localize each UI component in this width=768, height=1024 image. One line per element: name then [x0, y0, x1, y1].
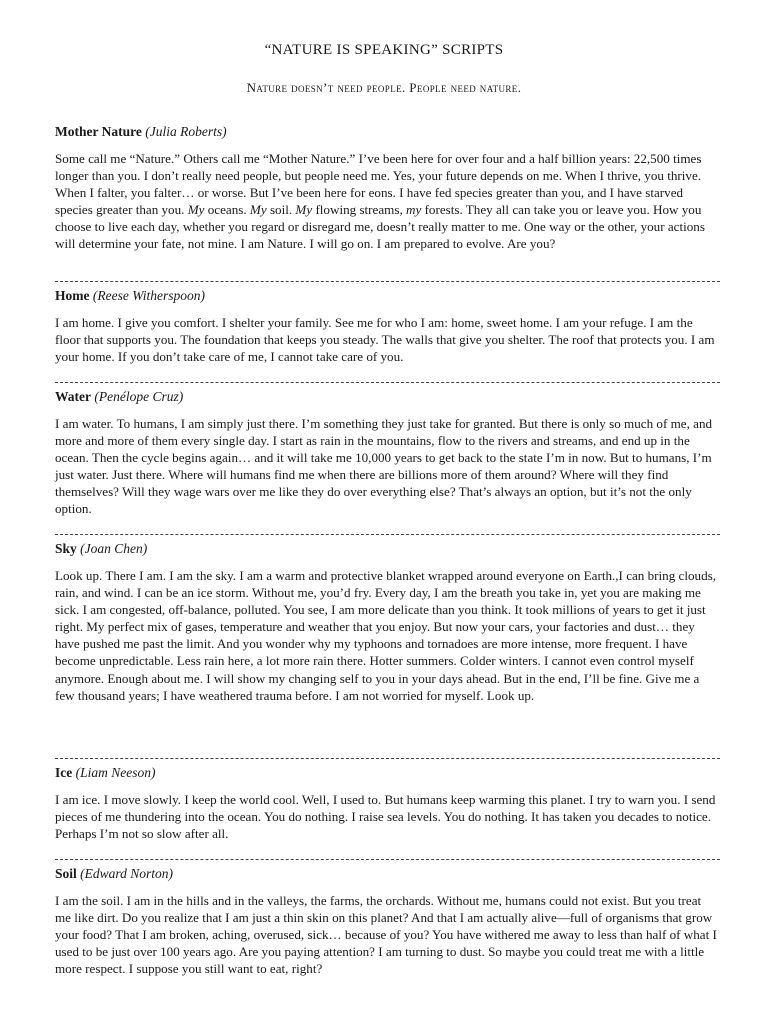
script-heading — [55, 389, 720, 405]
scripts-list — [55, 118, 720, 1011]
role-name: Mother Nature — [55, 124, 142, 139]
script-text: I am home. I give you comfort. I shelter your family. See me for who I am: home, sweet home. I am your refuge. I am the floor that supports you. The foundation that keeps you steady. The walls that give you shelter. The roof that protects you. I am your home. If you don’t take care of me, I cannot take care of you. — [55, 315, 715, 365]
script-text-emphasis: My — [187, 202, 205, 218]
actor-name: (Edward Norton) — [80, 866, 174, 881]
script-heading — [55, 765, 720, 781]
script-soil — [55, 860, 720, 1011]
script-text-part: flowing streams, — [315, 202, 403, 218]
script-text-part: oceans. — [207, 202, 247, 218]
script-mother-nature — [55, 118, 720, 282]
script-text-emphasis: My — [295, 202, 313, 218]
actor-name: (Penélope Cruz) — [94, 389, 184, 404]
role-name: Home — [55, 288, 90, 303]
script-text: Look up. There I am. I am the sky. I am a warm and protective blanket wrapped around everyone on Earth.,I can bring clouds, rain, and wind. I can be an ice storm. Without me, you’d fry. Every day, I am the breath you take in, yet you are making me sick. I am congested, off-balance, polluted. You see, I am more delicate than you think. It took millions of years to get it just right. My perfect mix of gases, temperature and weather that you enjoy. But now your cars, your factories and dust… they have pushed me past the limit. And you wonder why my typhoons and tornadoes are more intense, more frequent. I have become unpredictable. Less rain here, a lot more rain there. Hotter summers. Colder winters. I cannot even control myself anymore. Enough about me. I will show my changing self to you in your days ahead. But in the end, I’ll be fine. Give me a few thousand years; I have weathered trauma before. I am not worried for myself. Look up. — [55, 568, 717, 703]
script-heading — [55, 866, 720, 882]
actor-name: (Reese Witherspoon) — [92, 288, 205, 303]
script-water — [55, 383, 720, 535]
script-sky — [55, 535, 720, 759]
actor-name: (Julia Roberts) — [145, 124, 227, 139]
script-ice — [55, 759, 720, 860]
script-text: I am ice. I move slowly. I keep the world cool. Well, I used to. But humans keep warming this planet. I try to warn you. I send pieces of me thundering into the ocean. You do nothing. I raise sea levels. You do nothing. It has taken you decades to notice. Perhaps I’m not so slow after all. — [55, 792, 716, 842]
actor-name: (Joan Chen) — [80, 541, 148, 556]
actor-name: (Liam Neeson) — [75, 765, 156, 780]
script-text-emphasis: My — [249, 202, 267, 218]
script-heading — [55, 541, 720, 557]
document-subtitle: Nature doesn’t need people. People need nature. — [246, 80, 522, 95]
role-name: Ice — [55, 765, 73, 780]
script-text-emphasis: my — [406, 202, 422, 218]
script-home — [55, 282, 720, 383]
document-title: “NATURE IS SPEAKING” SCRIPTS — [264, 42, 504, 58]
script-text-part: Some call me “Nature.” Others call me “Mother Nature.” I’ve been here for over four and a half billion years: 22,500 times longer than you. I don’t really need people, but people need me. Yes, your future depends on me. When I thrive, you thrive. When I falter, you falter… or worse. But I’ve been here for eons. I have fed species greater than you, and I have starved species greater than you. — [55, 151, 702, 218]
script-text-part: soil. — [269, 202, 293, 218]
script-text-part: forests. They all can take you or leave you. How you choose to live each day, whether you regard or disregard me, doesn’t really matter to me. One way or the other, your actions will determine your fate, not mine. I am Nature. I will go on. I am prepared to evolve. Are you? — [55, 202, 705, 252]
script-heading — [55, 124, 720, 140]
script-text: I am water. To humans, I am simply just there. I’m something they just take for granted. But there is only so much of me, and more and more of them every single day. I start as rain in the mountains, flow to the rivers and streams, and end up in the ocean. Then the cycle begins again… and it will take me 10,000 years to get back to the state I’m in now. But to humans, I’m just water. Just there. Where will humans find me when there are billions more of them around? Where will they find themselves? Will they wage wars over me like they do over everything else? That’s always an option, but it’s not the only option. — [55, 416, 713, 517]
role-name: Water — [55, 389, 91, 404]
script-heading — [55, 288, 720, 304]
script-text: I am the soil. I am in the hills and in the valleys, the farms, the orchards. Without me, humans could not exist. But you treat me like dirt. Do you realize that I am just a thin skin on this planet? And that I am actually alive—full of organisms that grow your food? That I am broken, aching, overused, sick… because of you? You have withered me away to less than half of what I used to be just over 100 years ago. Are you paying attention? I am turning to dust. So maybe you could treat me with a little more respect. I suppose you still want to eat, right? — [55, 893, 717, 977]
role-name: Soil — [55, 866, 77, 881]
role-name: Sky — [55, 541, 77, 556]
script-text — [55, 150, 720, 253]
